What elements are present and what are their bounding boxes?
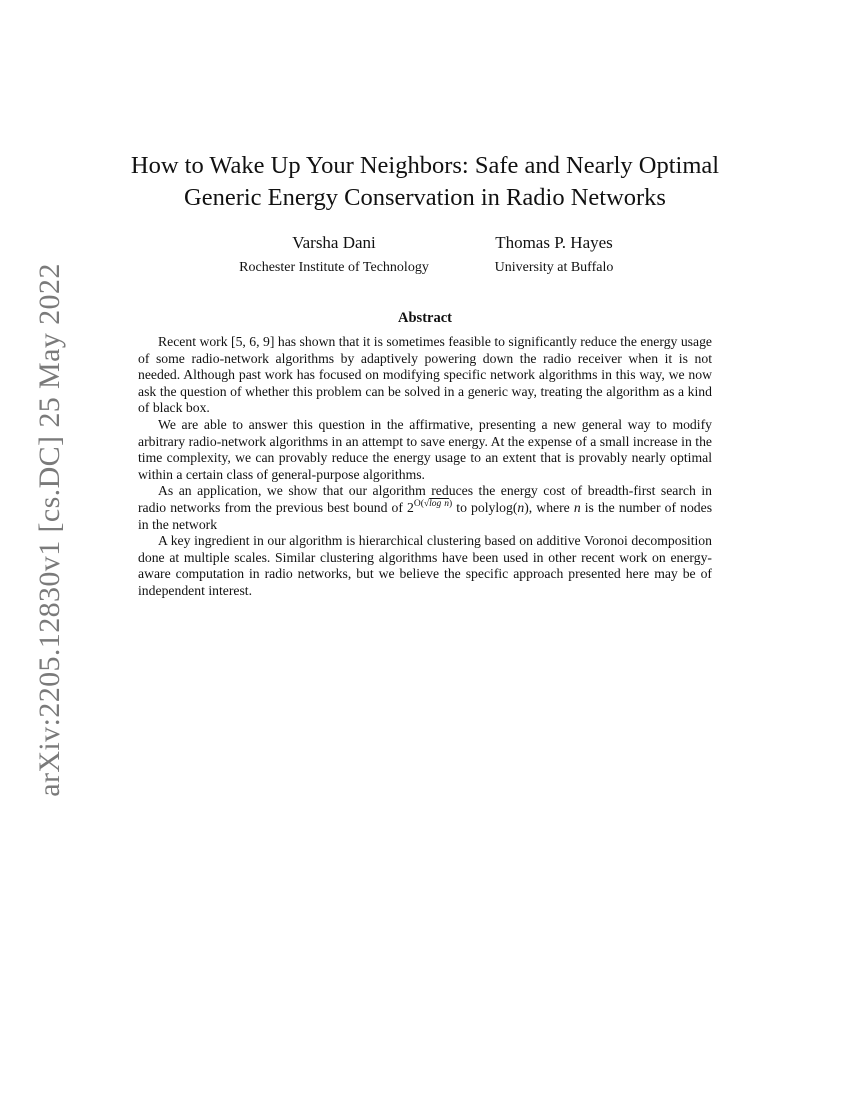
- radicand-text: log n: [429, 498, 450, 509]
- exponent-superscript: [414, 499, 452, 509]
- abstract-paragraph-2: We are able to answer this question in the affirmative, presenting a new general way to modify arbitrary radio-network algorithms in an attempt to save energy. At the expense of a small increase in the time complexity, we can provably reduce the energy usage to an extent that is provably nearly optimal within a certain class of general-purpose algorithms.: [138, 416, 712, 482]
- paper-title-line-2: Generic Energy Conservation in Radio Networks: [184, 184, 666, 211]
- math-variable-n: n: [517, 499, 525, 515]
- author-name: Thomas P. Hayes: [495, 233, 613, 252]
- abstract-paragraph-1: Recent work [5, 6, 9] has shown that it is sometimes feasible to significantly reduce the energy usage of some radio-network algorithms by adaptively powering down the radio receiver when it is not needed. Although past work has focused on modifying specific network algorithms in this way, we now ask the question of whether this problem can be solved in a generic way, treating the algorithm as a kind of black box.: [138, 334, 712, 416]
- abstract-paragraph-4: A key ingredient in our algorithm is hierarchical clustering based on additive Voronoi decomposition done at multiple scales. Similar clustering algorithms have been used in other recent work on energy-aware computation in radio networks, but we believe the specific approach presented here may be of independent interest.: [138, 533, 712, 598]
- author-affiliation: University at Buffalo: [494, 260, 614, 275]
- abstract-heading: Abstract: [398, 310, 452, 326]
- arxiv-identifier-stamp: arXiv:2205.12830v1 [cs.DC] 25 May 2022: [33, 263, 66, 797]
- author-block-1: [214, 232, 454, 278]
- abstract-p3-text-start: As an application, we show that our algorithm reduces the energy cost of breadth-first search in radio networks from the previous best bound of 2: [138, 483, 712, 515]
- abstract-p3-text-end: is the number of nodes in the network: [138, 499, 713, 532]
- author-affiliation: Rochester Institute of Technology: [239, 260, 429, 275]
- paper-title-line-1: How to Wake Up Your Neighbors: Safe and Nearly Optimal: [130, 152, 720, 179]
- math-variable-n: n: [573, 499, 581, 515]
- abstract-p3-text-after: ), where: [524, 499, 574, 515]
- exponent-suffix: ): [449, 498, 453, 509]
- author-name: Varsha Dani: [292, 233, 376, 252]
- abstract-p3-text-middle: to polylog(: [452, 499, 518, 515]
- abstract-paragraph-3: [138, 483, 712, 533]
- paper-title: [110, 150, 740, 214]
- abstract-body: [138, 334, 712, 600]
- exponent-radicand: [429, 499, 449, 509]
- exponent-prefix: O(√: [413, 498, 430, 509]
- author-block-2: [444, 232, 664, 278]
